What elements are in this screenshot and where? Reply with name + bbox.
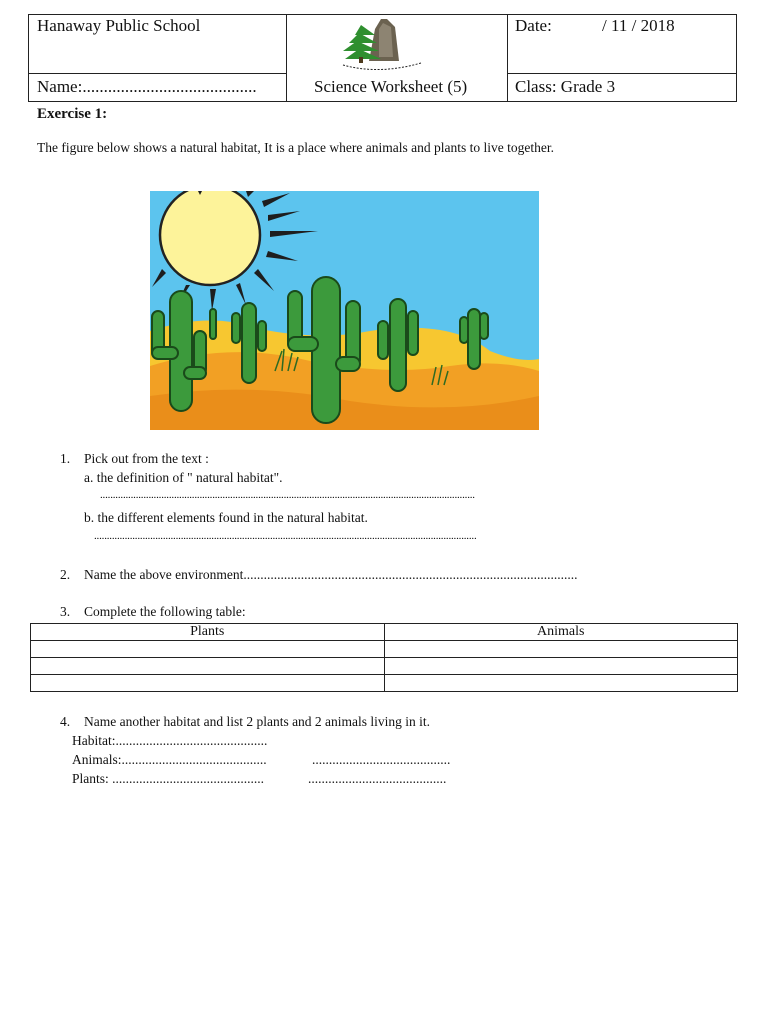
school-name: Hanaway Public School [37,16,201,35]
plants-cell[interactable] [31,658,385,675]
animals-cell[interactable] [384,641,738,658]
table-header-row [31,624,738,641]
plants-cell[interactable] [31,675,385,692]
q1-number: 1. [60,451,71,466]
q1b-text: b. the different elements found in the natural habitat. [84,510,368,525]
header-divider [29,73,286,74]
class-label: Class: Grade 3 [515,77,616,96]
q4-number: 4. [60,714,71,729]
q1a-answer-line[interactable]: ................................................................................................................................................... [100,489,475,501]
plants-animals-table [30,623,738,692]
q2-text[interactable]: Name the above environment................................................................................................... [84,567,578,582]
q2-number: 2. [60,567,71,582]
q4-animals-field-2[interactable]: ......................................... [312,752,451,767]
header-divider [507,73,737,74]
plants-cell[interactable] [31,641,385,658]
q1a-text: a. the definition of " natural habitat". [84,470,283,485]
table-row [31,641,738,658]
q3-number: 3. [60,604,71,619]
exercise-title: Exercise 1: [37,106,108,122]
q4-habitat-field[interactable]: Habitat:............................................. [72,733,268,748]
student-name-field: Name:......................................... [37,77,257,96]
animals-cell[interactable] [384,658,738,675]
q1b-answer-line[interactable]: ...................................................................................................................................................... [94,530,477,542]
q1-text: Pick out from the text : [84,451,209,466]
desert-habitat-illustration [150,191,539,430]
header-divider [286,15,287,101]
exercise-intro: The figure below shows a natural habitat, It is a place where animals and plants to live together. [37,140,554,155]
date-value: / 11 / 2018 [602,16,675,35]
worksheet-header [28,14,737,102]
q4-text: Name another habitat and list 2 plants and 2 animals living in it. [84,714,431,729]
animals-cell[interactable] [384,675,738,692]
column-header-animals: Animals [384,624,738,641]
q4-plants-field[interactable]: Plants: ............................................. [72,771,265,786]
q3-text: Complete the following table: [84,604,246,619]
q4-plants-field-2[interactable]: ......................................... [308,771,447,786]
column-header-plants: Plants [31,624,385,641]
worksheet-title: Science Worksheet (5) [314,77,468,96]
school-logo [339,17,425,75]
q4-animals-field[interactable]: Animals:........................................... [72,752,267,767]
date-label: Date: [515,16,552,35]
table-row [31,675,738,692]
table-row [31,658,738,675]
header-divider [507,15,508,101]
